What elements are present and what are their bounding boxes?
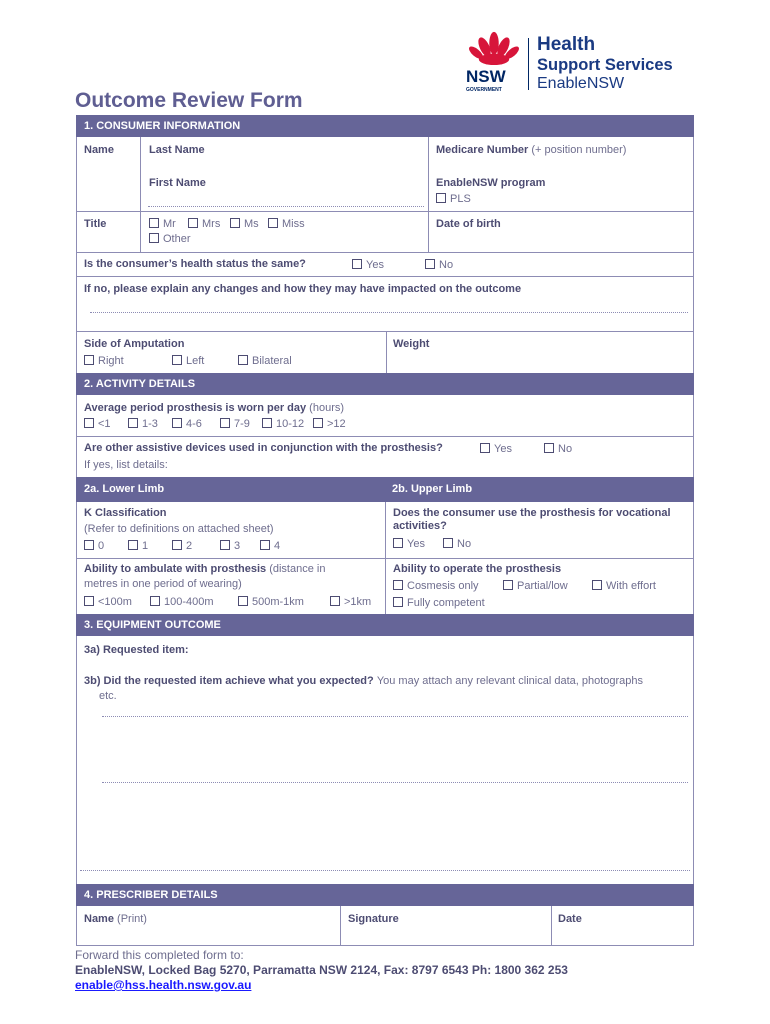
- title-ms-checkbox[interactable]: Ms: [230, 218, 259, 230]
- title-other-checkbox[interactable]: Other: [149, 233, 191, 245]
- hours-4-6-checkbox[interactable]: 4-6: [172, 418, 202, 430]
- assistive-yes-checkbox[interactable]: Yes: [480, 443, 512, 455]
- forward-label: Forward this completed form to:: [75, 948, 244, 962]
- limb-subheader: [76, 477, 694, 502]
- email-link[interactable]: enable@hss.health.nsw.gov.au: [75, 978, 252, 992]
- section-3-box: [76, 636, 694, 884]
- side-amputation-label: Side of Amputation: [84, 338, 185, 350]
- logo-divider: [528, 38, 529, 90]
- health-no-checkbox[interactable]: No: [425, 259, 453, 271]
- title-miss-checkbox[interactable]: Miss: [268, 218, 305, 230]
- expectation-line-2[interactable]: [102, 782, 688, 783]
- assistive-no-checkbox[interactable]: No: [544, 443, 572, 455]
- date-label[interactable]: Date: [558, 913, 582, 925]
- hours-7-9-checkbox[interactable]: 7-9: [220, 418, 250, 430]
- hours-10-12-checkbox[interactable]: 10-12: [262, 418, 304, 430]
- dob-label[interactable]: Date of birth: [436, 218, 501, 230]
- hours-lt1-checkbox[interactable]: <1: [84, 418, 111, 430]
- k-4-checkbox[interactable]: 4: [260, 540, 280, 552]
- vocational-no-checkbox[interactable]: No: [443, 538, 471, 550]
- explain-label: If no, please explain any changes and how they may have impacted on the outcome: [84, 283, 522, 295]
- assistive-question: Are other assistive devices used in conjunction with the prosthesis?: [84, 442, 443, 454]
- logo-nsw: NSW: [466, 67, 506, 86]
- side-right-checkbox[interactable]: Right: [84, 355, 124, 367]
- side-bilateral-checkbox[interactable]: Bilateral: [238, 355, 292, 367]
- k-3-checkbox[interactable]: 3: [220, 540, 240, 552]
- address-text: EnableNSW, Locked Bag 5270, Parramatta NSW 2124, Fax: 8797 6543 Ph: 1800 362 253: [75, 963, 568, 977]
- vocational-question: Does the consumer use the prosthesis for vocational activities?: [393, 507, 671, 532]
- health-yes-checkbox[interactable]: Yes: [352, 259, 384, 271]
- medicare-label[interactable]: Medicare Number (+ position number): [436, 144, 627, 156]
- pls-checkbox[interactable]: PLS: [436, 193, 471, 205]
- expectation-note: etc.: [99, 690, 117, 702]
- operate-partial-checkbox[interactable]: Partial/low: [503, 580, 568, 592]
- explain-field[interactable]: [90, 312, 688, 313]
- dist-500-1k-checkbox[interactable]: 500m-1km: [238, 596, 304, 608]
- weight-label[interactable]: Weight: [393, 338, 430, 350]
- section-4-box: [76, 906, 694, 946]
- k-0-checkbox[interactable]: 0: [84, 540, 104, 552]
- upper-limb-header: 2b. Upper Limb: [392, 483, 473, 495]
- prescriber-name-label[interactable]: Name (Print): [84, 913, 147, 925]
- side-left-checkbox[interactable]: Left: [172, 355, 204, 367]
- title-mr-checkbox[interactable]: Mr: [149, 218, 176, 230]
- title-mrs-checkbox[interactable]: Mrs: [188, 218, 220, 230]
- nsw-logo: [466, 30, 526, 94]
- hours-gt12-checkbox[interactable]: >12: [313, 418, 346, 430]
- program-label: EnableNSW program: [436, 177, 546, 189]
- lower-limb-header: 2a. Lower Limb: [84, 483, 165, 495]
- logo-enablensw: EnableNSW: [537, 75, 625, 92]
- first-name-field[interactable]: [148, 206, 424, 207]
- section-4-header: 4. PRESCRIBER DETAILS: [76, 884, 694, 906]
- last-name-label[interactable]: Last Name: [149, 144, 205, 156]
- ambulate-label: Ability to ambulate with prosthesis (distance in: [84, 563, 326, 575]
- signature-label[interactable]: Signature: [348, 913, 399, 925]
- dist-gt1k-checkbox[interactable]: >1km: [330, 596, 371, 608]
- operate-competent-checkbox[interactable]: Fully competent: [393, 597, 485, 609]
- title-label: Title: [84, 218, 107, 230]
- waratah-icon: [466, 30, 522, 66]
- hours-1-3-checkbox[interactable]: 1-3: [128, 418, 158, 430]
- ambulate-note: metres in one period of wearing): [84, 578, 242, 590]
- section-3-header: 3. EQUIPMENT OUTCOME: [76, 614, 694, 636]
- operate-cosmesis-checkbox[interactable]: Cosmesis only: [393, 580, 479, 592]
- avg-period-label: Average period prosthesis is worn per day (hours): [84, 402, 345, 414]
- expectation-line-1[interactable]: [102, 716, 688, 717]
- name-label: Name: [84, 144, 114, 156]
- expectation-line-3[interactable]: [80, 870, 690, 871]
- logo-support-services: Support Services: [537, 56, 673, 74]
- section-2-header: 2. ACTIVITY DETAILS: [76, 373, 694, 395]
- logo-government: GOVERNMENT: [466, 87, 502, 93]
- first-name-label[interactable]: First Name: [149, 177, 206, 189]
- section-1-header: 1. CONSUMER INFORMATION: [76, 115, 694, 137]
- k-1-checkbox[interactable]: 1: [128, 540, 148, 552]
- requested-item-label[interactable]: 3a) Requested item:: [84, 644, 189, 656]
- dist-100-400-checkbox[interactable]: 100-400m: [150, 596, 214, 608]
- expectation-question: 3b) Did the requested item achieve what you expected? You may attach any relevant clinical data, photographs: [84, 675, 644, 687]
- k-classification-label: K Classification: [84, 507, 167, 519]
- operate-effort-checkbox[interactable]: With effort: [592, 580, 656, 592]
- list-details-label[interactable]: If yes, list details:: [84, 459, 168, 471]
- dist-lt100-checkbox[interactable]: <100m: [84, 596, 132, 608]
- health-status-question: Is the consumer’s health status the same?: [84, 258, 306, 270]
- vocational-yes-checkbox[interactable]: Yes: [393, 538, 425, 550]
- operate-label: Ability to operate the prosthesis: [393, 563, 562, 575]
- logo-health: Health: [537, 34, 596, 55]
- page-title: Outcome Review Form: [75, 89, 303, 112]
- k-2-checkbox[interactable]: 2: [172, 540, 192, 552]
- k-classification-note: (Refer to definitions on attached sheet): [84, 523, 274, 535]
